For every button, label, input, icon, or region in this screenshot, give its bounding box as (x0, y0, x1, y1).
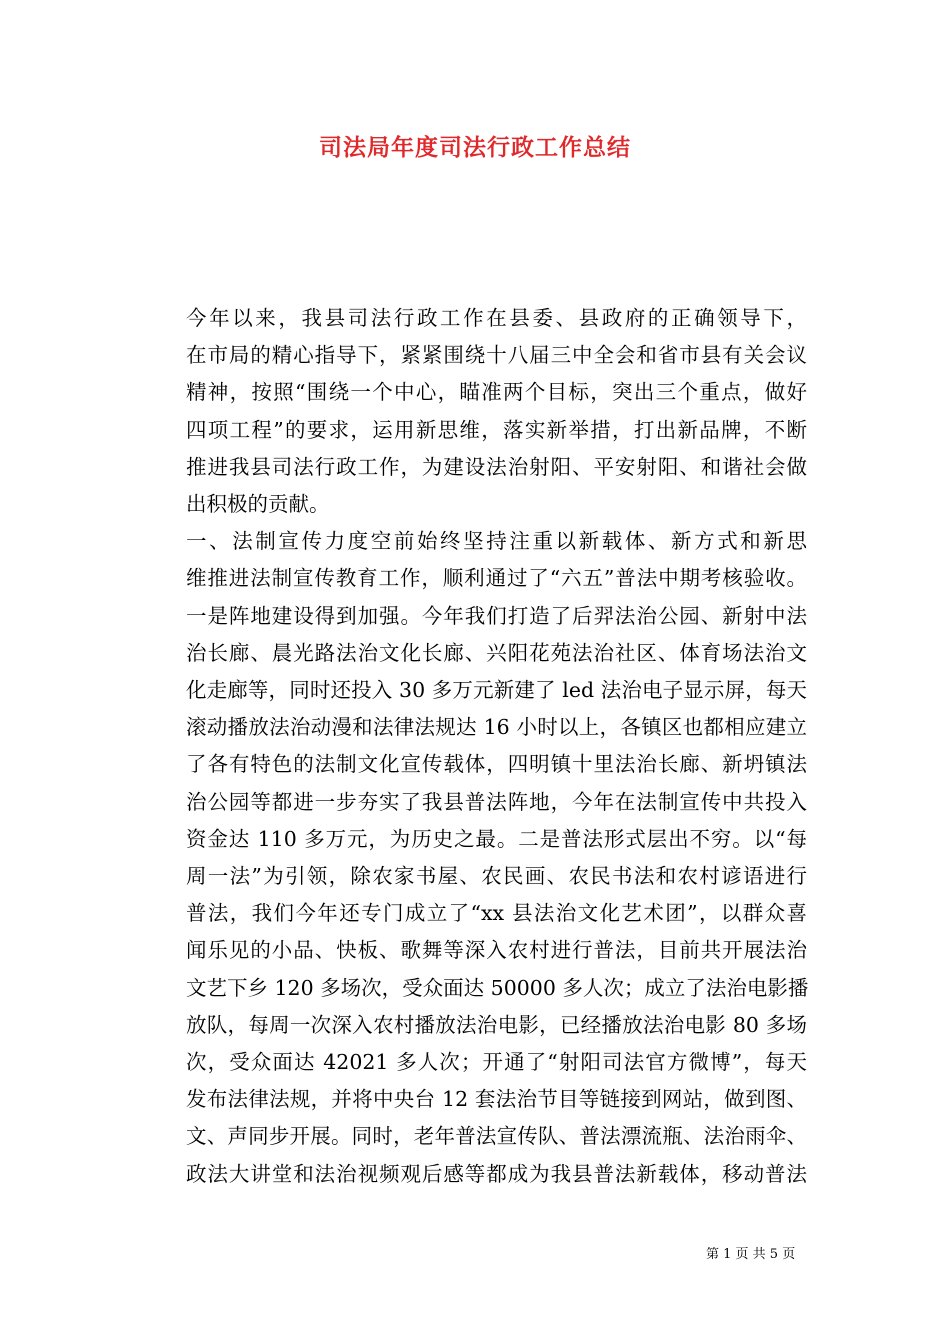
paragraph-line: 一是阵地建设得到加强。今年我们打造了后羿法治公园、新射中法 (186, 603, 807, 628)
paragraph-line: 治公园等都进一步夯实了我县普法阵地，今年在法制宣传中共投入 (186, 789, 807, 814)
paragraph-line: 发布法律法规，并将中央台 12 套法治节目等链接到网站，做到图、 (186, 1087, 807, 1112)
paragraph-line: 一、法制宣传力度空前始终坚持注重以新载体、新方式和新思 (186, 529, 807, 554)
paragraph-line: 四项工程”的要求，运用新思维，落实新举措，打出新品牌，不断 (186, 417, 807, 442)
paragraph-line: 资金达 110 多万元，为历史之最。二是普法形式层出不穷。以“每 (186, 826, 807, 851)
document-body (145, 300, 807, 1193)
paragraph-legal-publicity (145, 523, 807, 1193)
paragraph-line: 普法，我们今年还专门成立了“xx 县法治文化艺术团”，以群众喜 (186, 901, 807, 926)
paragraph-line: 推进我县司法行政工作，为建设法治射阳、平安射阳、和谐社会做 (186, 454, 807, 479)
paragraph-line: 出积极的贡献。 (186, 492, 330, 517)
paragraph-line: 化走廊等，同时还投入 30 多万元新建了 led 法治电子显示屏，每天 (186, 678, 807, 703)
paragraph-line: 治长廊、晨光路法治文化长廊、兴阳花苑法治社区、体育场法治文 (186, 640, 807, 665)
page-number: 第 1 页 共 5 页 (706, 1247, 796, 1262)
paragraph-line: 放队，每周一次深入农村播放法治电影，已经播放法治电影 80 多场 (186, 1012, 807, 1037)
paragraph-line: 文艺下乡 120 多场次，受众面达 50000 多人次；成立了法治电影播 (186, 975, 809, 1000)
document-title: 司法局年度司法行政工作总结 (319, 134, 631, 161)
paragraph-intro (145, 300, 807, 523)
paragraph-line: 在市局的精心指导下，紧紧围绕十八届三中全会和省市县有关会议 (186, 343, 807, 368)
paragraph-line: 文、声同步开展。同时，老年普法宣传队、普法漂流瓶、法治雨伞、 (186, 1124, 807, 1149)
paragraph-line: 周一法”为引领，除农家书屋、农民画、农民书法和农村谚语进行 (186, 864, 807, 889)
paragraph-line: 闻乐见的小品、快板、歌舞等深入农村进行普法，目前共开展法治 (186, 938, 807, 963)
paragraph-line: 维推进法制宣传教育工作，顺利通过了“六五”普法中期考核验收。 (186, 566, 807, 591)
paragraph-line: 次，受众面达 42021 多人次；开通了“射阳司法官方微博”，每天 (186, 1050, 807, 1075)
paragraph-line: 精神，按照“围绕一个中心，瞄准两个目标，突出三个重点，做好 (186, 380, 807, 405)
paragraph-line: 了各有特色的法制文化宣传载体，四明镇十里法治长廊、新坍镇法 (186, 752, 807, 777)
paragraph-line: 政法大讲堂和法治视频观后感等都成为我县普法新载体，移动普法 (186, 1161, 807, 1186)
paragraph-line: 滚动播放法治动漫和法律法规达 16 小时以上，各镇区也都相应建立 (186, 715, 807, 740)
paragraph-line: 今年以来，我县司法行政工作在县委、县政府的正确领导下， (186, 306, 807, 330)
